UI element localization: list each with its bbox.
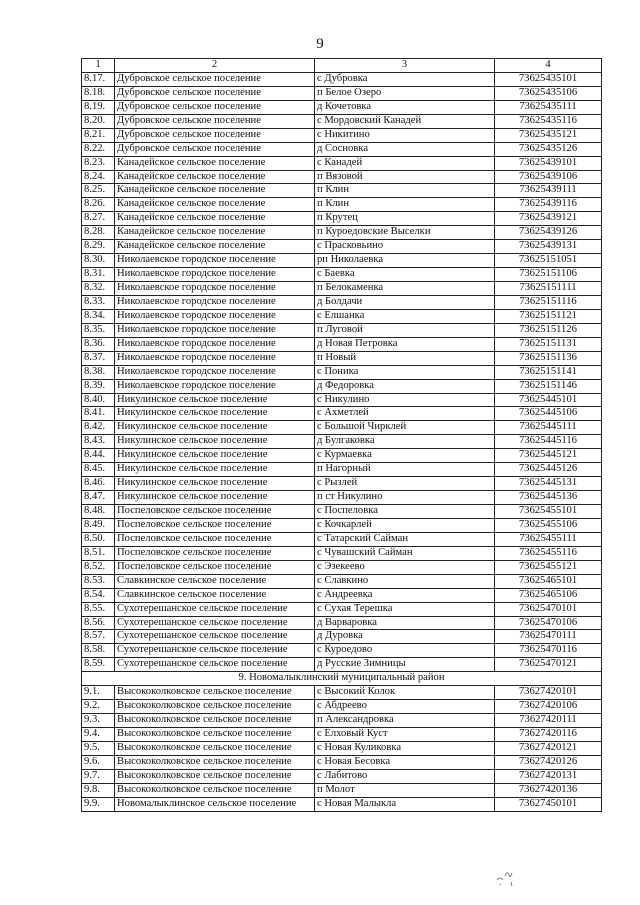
row-number: 8.35. [82, 323, 115, 337]
table-row [82, 295, 602, 309]
oktmo-code: 73625470101 [495, 602, 602, 616]
oktmo-code: 73625439121 [495, 212, 602, 226]
locality-name: с Елховый Куст [315, 728, 495, 742]
table-row [82, 449, 602, 463]
table-body-section-9 [82, 686, 602, 811]
row-number: 9.1. [82, 686, 115, 700]
settlement-municipality: Никулинское сельское поселение [115, 477, 315, 491]
locality-name: д Новая Петровка [315, 337, 495, 351]
settlement-municipality: Сухотерешанское сельское поселение [115, 630, 315, 644]
settlement-municipality: Николаевское городское поселение [115, 323, 315, 337]
settlement-municipality: Николаевское городское поселение [115, 254, 315, 268]
row-number: 8.57. [82, 630, 115, 644]
row-number: 8.48. [82, 505, 115, 519]
row-number: 8.56. [82, 616, 115, 630]
oktmo-code: 73625445136 [495, 491, 602, 505]
oktmo-code: 73625465101 [495, 574, 602, 588]
oktmo-code: 73625470106 [495, 616, 602, 630]
locality-name: д Федоровка [315, 379, 495, 393]
row-number: 8.27. [82, 212, 115, 226]
table-body-section-8 [82, 72, 602, 671]
table-row [82, 644, 602, 658]
section-title: 9. Новомалыклинский муниципальный район [82, 672, 602, 686]
settlement-municipality: Высококолковское сельское поселение [115, 755, 315, 769]
table-row [82, 254, 602, 268]
settlement-municipality: Николаевское городское поселение [115, 337, 315, 351]
table-row [82, 128, 602, 142]
settlement-municipality: Высококолковское сельское поселение [115, 769, 315, 783]
row-number: 8.24. [82, 170, 115, 184]
oktmo-code: 73625151111 [495, 282, 602, 296]
table-row [82, 755, 602, 769]
oktmo-code: 73627420136 [495, 783, 602, 797]
settlement-municipality: Высококолковское сельское поселение [115, 728, 315, 742]
locality-name: с Курмаевка [315, 449, 495, 463]
locality-name: д Варваровка [315, 616, 495, 630]
row-number: 8.26. [82, 198, 115, 212]
locality-name: с Канадей [315, 156, 495, 170]
oktmo-code: 73625151126 [495, 323, 602, 337]
locality-name: д Дуровка [315, 630, 495, 644]
header-col-2: 2 [115, 59, 315, 73]
settlement-municipality: Новомалыклинское сельское поселение [115, 797, 315, 811]
locality-name: п Молот [315, 783, 495, 797]
locality-name: с Чувашский Сайман [315, 546, 495, 560]
table-row [82, 407, 602, 421]
table-row [82, 769, 602, 783]
settlement-municipality: Никулинское сельское поселение [115, 421, 315, 435]
row-number: 8.52. [82, 560, 115, 574]
table-row [82, 574, 602, 588]
locality-name: с Лабитово [315, 769, 495, 783]
settlement-municipality: Канадейское сельское поселение [115, 226, 315, 240]
section-row [82, 672, 602, 686]
locality-name: п Нагорный [315, 463, 495, 477]
table-row [82, 86, 602, 100]
locality-name: с Андреевка [315, 588, 495, 602]
locality-name: с Никитино [315, 128, 495, 142]
oktmo-code: 73627420111 [495, 714, 602, 728]
row-number: 9.6. [82, 755, 115, 769]
locality-name: п ст Никулино [315, 491, 495, 505]
table-row [82, 170, 602, 184]
oktmo-code: 73625151121 [495, 309, 602, 323]
settlement-municipality: Канадейское сельское поселение [115, 156, 315, 170]
locality-name: с Дубровка [315, 72, 495, 86]
row-number: 8.55. [82, 602, 115, 616]
oktmo-code: 73625435121 [495, 128, 602, 142]
table-row [82, 268, 602, 282]
table-row [82, 560, 602, 574]
settlement-municipality: Николаевское городское поселение [115, 309, 315, 323]
table-header-row [82, 59, 602, 73]
oktmo-code: 73625151136 [495, 351, 602, 365]
oktmo-code: 73627420106 [495, 700, 602, 714]
locality-name: д Болдачи [315, 295, 495, 309]
table-row [82, 156, 602, 170]
locality-name: с Поника [315, 365, 495, 379]
settlement-municipality: Канадейское сельское поселение [115, 170, 315, 184]
row-number: 8.49. [82, 518, 115, 532]
table-row [82, 616, 602, 630]
oktmo-code: 73625435106 [495, 86, 602, 100]
locality-name: с Елшанка [315, 309, 495, 323]
settlement-municipality: Дубровское сельское поселение [115, 100, 315, 114]
table-row [82, 198, 602, 212]
oktmo-code: 73625151146 [495, 379, 602, 393]
oktmo-code: 73625439131 [495, 240, 602, 254]
settlement-municipality: Поспеловское сельское поселение [115, 518, 315, 532]
settlement-municipality: Высококолковское сельское поселение [115, 686, 315, 700]
table-row [82, 630, 602, 644]
row-number: 9.7. [82, 769, 115, 783]
settlement-municipality: Дубровское сельское поселение [115, 72, 315, 86]
table-row [82, 741, 602, 755]
oktmo-code: 73625470121 [495, 658, 602, 672]
settlement-municipality: Николаевское городское поселение [115, 365, 315, 379]
locality-name: п Куроедовские Выселки [315, 226, 495, 240]
table-row [82, 393, 602, 407]
row-number: 8.31. [82, 268, 115, 282]
row-number: 8.50. [82, 532, 115, 546]
row-number: 8.53. [82, 574, 115, 588]
row-number: 8.28. [82, 226, 115, 240]
oktmo-code: 73625439116 [495, 198, 602, 212]
oktmo-code: 73625445126 [495, 463, 602, 477]
settlement-municipality: Высококолковское сельское поселение [115, 783, 315, 797]
oktmo-code: 73625470116 [495, 644, 602, 658]
locality-name: п Вязовой [315, 170, 495, 184]
row-number: 8.59. [82, 658, 115, 672]
oktmo-code: 73625465106 [495, 588, 602, 602]
oktmo-code: 73625439126 [495, 226, 602, 240]
oktmo-code: 73625445131 [495, 477, 602, 491]
table-row [82, 226, 602, 240]
oktmo-code: 73627420121 [495, 741, 602, 755]
oktmo-code: 73625151116 [495, 295, 602, 309]
row-number: 8.41. [82, 407, 115, 421]
row-number: 8.40. [82, 393, 115, 407]
oktmo-code: 73625445101 [495, 393, 602, 407]
locality-name: д Русские Зимницы [315, 658, 495, 672]
oktmo-code: 73625151141 [495, 365, 602, 379]
locality-name: с Баевка [315, 268, 495, 282]
locality-name: с Мордовский Канадей [315, 114, 495, 128]
locality-name: п Белокаменка [315, 282, 495, 296]
table-row [82, 532, 602, 546]
locality-name: с Славкино [315, 574, 495, 588]
table-row [82, 309, 602, 323]
oktmo-code: 73625455116 [495, 546, 602, 560]
locality-name: с Большой Чирклей [315, 421, 495, 435]
row-number: 9.9. [82, 797, 115, 811]
oktmo-code: 73627420126 [495, 755, 602, 769]
locality-name: с Абдреево [315, 700, 495, 714]
settlement-municipality: Канадейское сельское поселение [115, 198, 315, 212]
locality-name: с Татарский Сайман [315, 532, 495, 546]
oktmo-code: 73627420131 [495, 769, 602, 783]
oktmo-code: 73625435116 [495, 114, 602, 128]
row-number: 8.30. [82, 254, 115, 268]
table-row [82, 463, 602, 477]
oktmo-code: 73625435111 [495, 100, 602, 114]
settlement-municipality: Никулинское сельское поселение [115, 449, 315, 463]
settlement-municipality: Сухотерешанское сельское поселение [115, 644, 315, 658]
settlement-municipality: Никулинское сельское поселение [115, 463, 315, 477]
row-number: 8.33. [82, 295, 115, 309]
row-number: 8.46. [82, 477, 115, 491]
row-number: 8.42. [82, 421, 115, 435]
row-number: 8.23. [82, 156, 115, 170]
table-section-heading [82, 672, 602, 686]
locality-name: с Куроедово [315, 644, 495, 658]
row-number: 9.8. [82, 783, 115, 797]
table-row [82, 337, 602, 351]
table-row [82, 477, 602, 491]
locality-name: д Кочетовка [315, 100, 495, 114]
table-row [82, 421, 602, 435]
settlement-municipality: Николаевское городское поселение [115, 295, 315, 309]
oktmo-code: 73625455121 [495, 560, 602, 574]
oktmo-code: 73625435126 [495, 142, 602, 156]
locality-name: с Кочкарлей [315, 518, 495, 532]
locality-name: п Александровка [315, 714, 495, 728]
locality-name: п Луговой [315, 323, 495, 337]
table-row [82, 797, 602, 811]
settlement-municipality: Никулинское сельское поселение [115, 393, 315, 407]
row-number: 8.58. [82, 644, 115, 658]
oktmo-code: 73625470111 [495, 630, 602, 644]
row-number: 9.5. [82, 741, 115, 755]
settlement-municipality: Никулинское сельское поселение [115, 407, 315, 421]
table-row [82, 435, 602, 449]
oktmo-code: 73625455106 [495, 518, 602, 532]
locality-name: с Новая Бесовка [315, 755, 495, 769]
table-row [82, 240, 602, 254]
oktmo-code: 73625151131 [495, 337, 602, 351]
table-row [82, 365, 602, 379]
row-number: 8.39. [82, 379, 115, 393]
locality-name: с Сухая Терешка [315, 602, 495, 616]
settlement-municipality: Никулинское сельское поселение [115, 491, 315, 505]
locality-name: с Никулино [315, 393, 495, 407]
oktmo-code: 73627450101 [495, 797, 602, 811]
row-number: 8.32. [82, 282, 115, 296]
table-row [82, 686, 602, 700]
settlement-municipality: Сухотерешанское сельское поселение [115, 616, 315, 630]
oktmo-code: 73625455111 [495, 532, 602, 546]
table-row [82, 505, 602, 519]
table-row [82, 728, 602, 742]
settlement-municipality: Дубровское сельское поселение [115, 142, 315, 156]
table-row [82, 602, 602, 616]
table-row [82, 700, 602, 714]
settlement-municipality: Николаевское городское поселение [115, 268, 315, 282]
settlement-municipality: Дубровское сельское поселение [115, 86, 315, 100]
row-number: 8.21. [82, 128, 115, 142]
settlement-municipality: Николаевское городское поселение [115, 351, 315, 365]
locality-name: д Сосновка [315, 142, 495, 156]
table-row [82, 588, 602, 602]
row-number: 9.4. [82, 728, 115, 742]
settlement-municipality: Высококолковское сельское поселение [115, 700, 315, 714]
oktmo-code: 73627420116 [495, 728, 602, 742]
row-number: 8.37. [82, 351, 115, 365]
locality-name: д Булгаковка [315, 435, 495, 449]
table-row [82, 546, 602, 560]
table-row [82, 783, 602, 797]
row-number: 8.43. [82, 435, 115, 449]
locality-name: с Ахметлей [315, 407, 495, 421]
locality-name: рп Николаевка [315, 254, 495, 268]
settlement-municipality: Поспеловское сельское поселение [115, 532, 315, 546]
settlement-municipality: Дубровское сельское поселение [115, 128, 315, 142]
table-row [82, 212, 602, 226]
oktmo-code: 73625151106 [495, 268, 602, 282]
oktmo-code: 73625445116 [495, 435, 602, 449]
row-number: 9.2. [82, 700, 115, 714]
table-row [82, 100, 602, 114]
table-row [82, 379, 602, 393]
settlement-municipality: Никулинское сельское поселение [115, 435, 315, 449]
settlement-municipality: Дубровское сельское поселение [115, 114, 315, 128]
settlements-table [81, 58, 602, 812]
header-col-1: 1 [82, 59, 115, 73]
locality-name: с Рызлей [315, 477, 495, 491]
row-number: 8.19. [82, 100, 115, 114]
row-number: 8.17. [82, 72, 115, 86]
row-number: 8.18. [82, 86, 115, 100]
locality-name: с Прасковьино [315, 240, 495, 254]
table-row [82, 72, 602, 86]
row-number: 8.20. [82, 114, 115, 128]
table-row [82, 351, 602, 365]
locality-name: с Новая Куликовка [315, 741, 495, 755]
oktmo-code: 73625439101 [495, 156, 602, 170]
header-col-3: 3 [315, 59, 495, 73]
row-number: 8.22. [82, 142, 115, 156]
row-number: 8.25. [82, 184, 115, 198]
settlement-municipality: Высококолковское сельское поселение [115, 741, 315, 755]
table-row [82, 491, 602, 505]
locality-name: п Белое Озеро [315, 86, 495, 100]
locality-name: с Поспеловка [315, 505, 495, 519]
locality-name: п Клин [315, 184, 495, 198]
row-number: 8.29. [82, 240, 115, 254]
row-number: 8.38. [82, 365, 115, 379]
row-number: 8.34. [82, 309, 115, 323]
table-row [82, 714, 602, 728]
oktmo-code: 73625439106 [495, 170, 602, 184]
settlement-municipality: Николаевское городское поселение [115, 379, 315, 393]
locality-name: с Эзекеево [315, 560, 495, 574]
oktmo-code: 73625435101 [495, 72, 602, 86]
settlement-municipality: Сухотерешанское сельское поселение [115, 658, 315, 672]
row-number: 9.3. [82, 714, 115, 728]
settlement-municipality: Поспеловское сельское поселение [115, 546, 315, 560]
locality-name: п Крутец [315, 212, 495, 226]
settlement-municipality: Славкинское сельское поселение [115, 588, 315, 602]
oktmo-code: 73625455101 [495, 505, 602, 519]
locality-name: с Высокий Колок [315, 686, 495, 700]
handwritten-mark [494, 862, 522, 890]
table-row [82, 518, 602, 532]
locality-name: п Клин [315, 198, 495, 212]
table-row [82, 114, 602, 128]
oktmo-code: 73625445106 [495, 407, 602, 421]
locality-name: с Новая Малыкла [315, 797, 495, 811]
table-row [82, 658, 602, 672]
locality-name: п Новый [315, 351, 495, 365]
settlement-municipality: Поспеловское сельское поселение [115, 505, 315, 519]
row-number: 8.47. [82, 491, 115, 505]
table-row [82, 282, 602, 296]
table-row [82, 142, 602, 156]
settlement-municipality: Канадейское сельское поселение [115, 212, 315, 226]
settlement-municipality: Канадейское сельское поселение [115, 184, 315, 198]
settlement-municipality: Николаевское городское поселение [115, 282, 315, 296]
row-number: 8.51. [82, 546, 115, 560]
oktmo-code: 73625439111 [495, 184, 602, 198]
table-row [82, 323, 602, 337]
settlement-municipality: Сухотерешанское сельское поселение [115, 602, 315, 616]
oktmo-code: 73625151051 [495, 254, 602, 268]
row-number: 8.44. [82, 449, 115, 463]
row-number: 8.45. [82, 463, 115, 477]
header-col-4: 4 [495, 59, 602, 73]
settlement-municipality: Высококолковское сельское поселение [115, 714, 315, 728]
settlement-municipality: Канадейское сельское поселение [115, 240, 315, 254]
settlement-municipality: Славкинское сельское поселение [115, 574, 315, 588]
oktmo-code: 73627420101 [495, 686, 602, 700]
page-number: 9 [316, 36, 324, 52]
settlement-municipality: Поспеловское сельское поселение [115, 560, 315, 574]
oktmo-code: 73625445111 [495, 421, 602, 435]
table-row [82, 184, 602, 198]
row-number: 8.36. [82, 337, 115, 351]
oktmo-code: 73625445121 [495, 449, 602, 463]
row-number: 8.54. [82, 588, 115, 602]
